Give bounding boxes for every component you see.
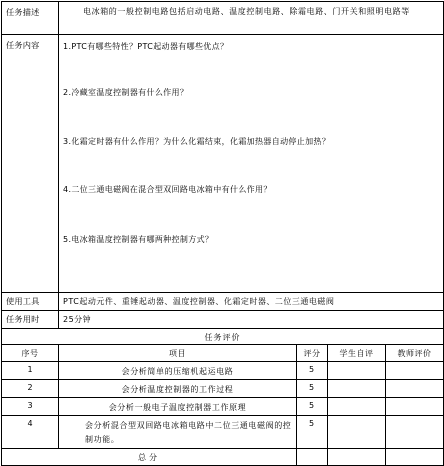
task-description-row [2, 2, 444, 35]
row-item: 会分析简单的压缩机起运电路 [59, 362, 297, 380]
question-1: 1.PTC有哪些特性？PTC起动器有哪些优点？ [63, 42, 229, 51]
task-description-label: 任务描述 [2, 2, 59, 35]
question-5: 5.电冰箱温度控制器有哪两种控制方式？ [63, 235, 214, 244]
task-content-row [2, 35, 444, 293]
evaluation-header-row [2, 345, 444, 362]
row-item: 会分析混合型双回路电冰箱电路中二位三通电磁阀的控制功能。 [59, 416, 297, 449]
question-2: 2.冷藏室温度控制器有什么作用？ [63, 88, 189, 97]
evaluation-row [2, 416, 444, 449]
header-number: 序号 [2, 345, 59, 362]
row-score: 5 [297, 362, 328, 380]
tools-row [2, 293, 444, 311]
question-3: 3.化霜定时器有什么作用？为什么化霜结束，化霜加热器自动停止加热？ [63, 137, 331, 146]
task-info-table [1, 1, 444, 329]
header-teacher-evaluation: 教师评价 [386, 345, 444, 362]
row-teacher-evaluation[interactable] [386, 362, 444, 380]
time-row [2, 311, 444, 329]
row-teacher-evaluation[interactable] [386, 380, 444, 398]
evaluation-title: 任务评价 [2, 329, 444, 345]
row-teacher-evaluation[interactable] [386, 416, 444, 449]
time-text: 25分钟 [59, 311, 444, 329]
row-item: 会分析一般电子温度控制器工作原理 [59, 398, 297, 416]
row-number: 2 [2, 380, 59, 398]
row-teacher-evaluation[interactable] [386, 398, 444, 416]
row-score: 5 [297, 380, 328, 398]
evaluation-title-row [2, 329, 444, 345]
task-questions [59, 35, 444, 293]
evaluation-row [2, 398, 444, 416]
evaluation-row [2, 362, 444, 380]
total-score[interactable] [297, 449, 328, 466]
row-number: 4 [2, 416, 59, 449]
evaluation-row [2, 380, 444, 398]
header-self-evaluation: 学生自评 [328, 345, 386, 362]
row-self-evaluation[interactable] [328, 398, 386, 416]
tools-label: 使用工具 [2, 293, 59, 311]
row-score: 5 [297, 398, 328, 416]
tools-text: PTC起动元件、重锤起动器、温度控制器、化霜定时器、二位三通电磁阀 [59, 293, 444, 311]
total-label: 总分 [2, 449, 297, 466]
evaluation-table [1, 328, 444, 466]
time-label: 任务用时 [2, 311, 59, 329]
question-4: 4.二位三通电磁阀在混合型双回路电冰箱中有什么作用？ [63, 185, 272, 194]
header-item: 项目 [59, 345, 297, 362]
header-score: 评分 [297, 345, 328, 362]
row-number: 1 [2, 362, 59, 380]
row-score: 5 [297, 416, 328, 449]
row-self-evaluation[interactable] [328, 362, 386, 380]
row-number: 3 [2, 398, 59, 416]
row-self-evaluation[interactable] [328, 380, 386, 398]
row-self-evaluation[interactable] [328, 416, 386, 449]
total-self-evaluation[interactable] [328, 449, 386, 466]
total-teacher-evaluation[interactable] [386, 449, 444, 466]
total-row [2, 449, 444, 466]
row-item: 会分析温度控制器的工作过程 [59, 380, 297, 398]
task-content-label: 任务内容 [2, 35, 59, 293]
task-description-text: 电冰箱的一般控制电路包括启动电路、温度控制电路、除霜电路、门开关和照明电路等 [59, 2, 444, 35]
